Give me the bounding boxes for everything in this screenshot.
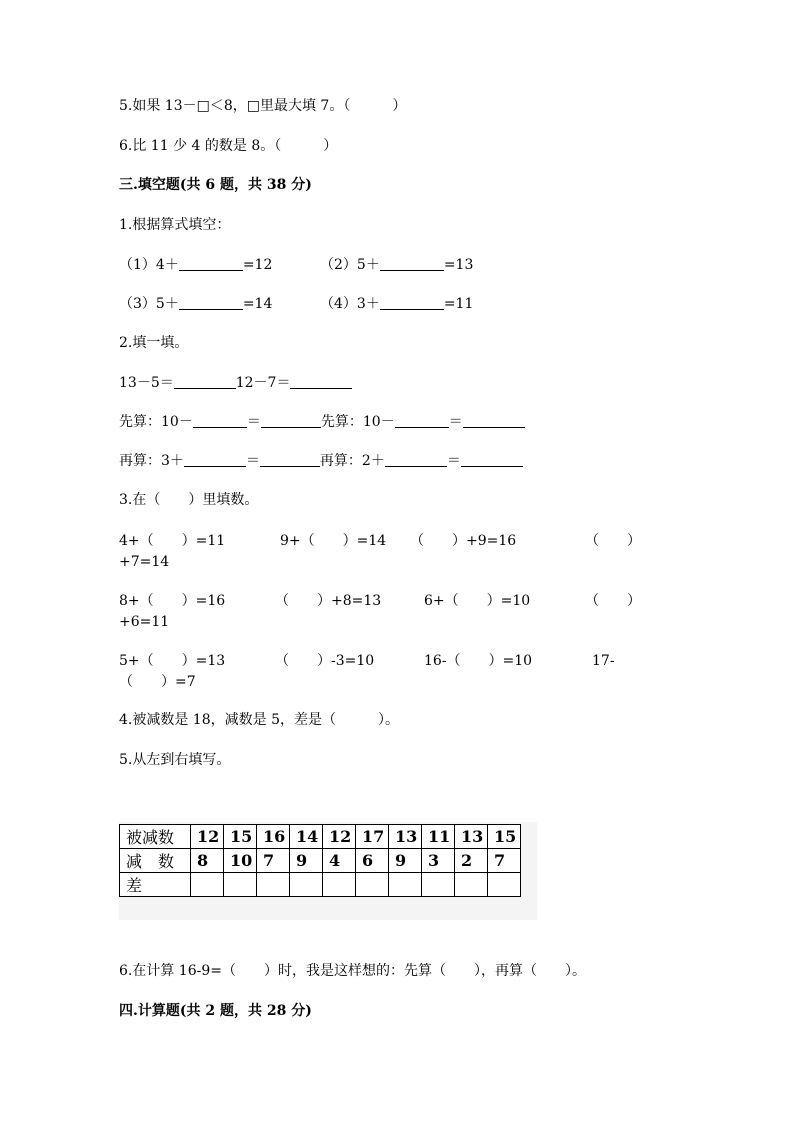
answer-blank[interactable] xyxy=(380,256,444,271)
fill-q1-title: 1.根据算式填空： xyxy=(119,217,231,233)
fill-q3-r3-c2: （ ）-3=10 xyxy=(275,653,375,669)
fill-q1-part-3-lhs: （3）5＋ xyxy=(119,296,179,312)
table-row-minuend xyxy=(120,825,521,849)
minuend-cell: 16 xyxy=(257,825,290,849)
answer-blank[interactable] xyxy=(261,413,321,428)
subtrahend-cell: 8 xyxy=(191,849,224,873)
fill-q1-part-1-rhs: =12 xyxy=(242,257,273,273)
fill-q3-title: 3.在（ ）里填数。 xyxy=(119,492,259,508)
fill-q3-r3-c4: 17- xyxy=(592,653,615,669)
fill-q3-r1-c3: （ ）+9=16 xyxy=(410,533,517,549)
difference-cell[interactable] xyxy=(455,873,488,897)
subtrahend-cell: 10 xyxy=(224,849,257,873)
row-label-subtrahend: 减 数 xyxy=(120,849,191,873)
first-step-label: 先算：10－ xyxy=(320,414,395,430)
minuend-cell: 12 xyxy=(323,825,356,849)
fill-q3-r2-c3: 6+（ ）=10 xyxy=(424,593,531,609)
fill-q3-r2-c4: （ ） xyxy=(585,593,641,609)
fill-q4: 4.被减数是 18，减数是 5，差是（ ）。 xyxy=(119,712,399,728)
minuend-cell: 14 xyxy=(290,825,323,849)
fill-q1-part-1 xyxy=(119,256,272,274)
minuend-cell: 13 xyxy=(389,825,422,849)
equals-sign: ＝ xyxy=(448,414,463,430)
minuend-cell: 15 xyxy=(224,825,257,849)
fill-q3-r1-wrap: +7=14 xyxy=(119,554,170,570)
fill-q1-part-1-lhs: （1）4＋ xyxy=(119,257,179,273)
fill-q3-r1-c4: （ ） xyxy=(585,533,641,549)
fill-q2-row-1 xyxy=(119,374,352,392)
difference-cell[interactable] xyxy=(257,873,290,897)
equals-sign: ＝ xyxy=(446,453,461,469)
difference-cell[interactable] xyxy=(323,873,356,897)
answer-blank[interactable] xyxy=(174,374,236,389)
fill-q1-part-3-rhs: =14 xyxy=(242,296,273,312)
minuend-cell: 11 xyxy=(422,825,455,849)
fill-q1-part-3 xyxy=(119,295,272,313)
answer-blank[interactable] xyxy=(179,256,243,271)
fill-q1-part-2-rhs: =13 xyxy=(443,257,474,273)
difference-cell[interactable] xyxy=(356,873,389,897)
fill-q1-part-4-rhs: =11 xyxy=(443,296,474,312)
subtrahend-cell: 9 xyxy=(389,849,422,873)
equals-sign: ＝ xyxy=(246,414,261,430)
difference-cell[interactable] xyxy=(290,873,323,897)
second-step-label: 再算：3＋ xyxy=(119,453,184,469)
difference-cell[interactable] xyxy=(389,873,422,897)
fill-q3-r3-c1: 5+（ ）=13 xyxy=(119,653,226,669)
fill-q1-part-2 xyxy=(320,256,473,274)
answer-blank[interactable] xyxy=(463,413,525,428)
difference-cell[interactable] xyxy=(191,873,224,897)
fill-q2-row-3 xyxy=(119,452,523,470)
row-label-minuend: 被减数 xyxy=(120,825,191,849)
answer-blank[interactable] xyxy=(395,413,449,428)
fill-q3-r3-wrap: （ ）=7 xyxy=(119,674,196,690)
equals-sign: ＝ xyxy=(245,453,260,469)
answer-blank[interactable] xyxy=(380,295,444,310)
minuend-cell: 12 xyxy=(191,825,224,849)
minuend-cell: 17 xyxy=(356,825,389,849)
section-4-heading: 四.计算题(共 2 题，共 28 分) xyxy=(119,1003,312,1019)
subtraction-table-panel xyxy=(119,822,537,920)
answer-blank[interactable] xyxy=(184,452,246,467)
subtrahend-cell: 3 xyxy=(422,849,455,873)
fill-q3-r3-c3: 16-（ ）=10 xyxy=(424,653,533,669)
fill-q2-expr-2: 12－7＝ xyxy=(235,375,291,391)
fill-q3-r1-c2: 9+（ ）=14 xyxy=(280,533,387,549)
fill-q3-r2-wrap: +6=11 xyxy=(119,614,170,630)
subtrahend-cell: 4 xyxy=(323,849,356,873)
answer-blank[interactable] xyxy=(461,452,523,467)
question-6-true-false: 6.比 11 少 4 的数是 8。（ ） xyxy=(119,138,338,154)
subtrahend-cell: 2 xyxy=(455,849,488,873)
fill-q2-title: 2.填一填。 xyxy=(119,335,189,351)
fill-q3-r1-c1: 4+（ ）=11 xyxy=(119,533,226,549)
section-3-heading: 三.填空题(共 6 题，共 38 分) xyxy=(119,177,312,193)
second-step-label: 再算：2＋ xyxy=(319,453,385,469)
difference-cell[interactable] xyxy=(224,873,257,897)
answer-blank[interactable] xyxy=(290,374,352,389)
fill-q2-row-2 xyxy=(119,413,525,431)
fill-q3-r2-c1: 8+（ ）=16 xyxy=(119,593,226,609)
subtrahend-cell: 6 xyxy=(356,849,389,873)
row-label-difference: 差 xyxy=(120,873,191,897)
table-row-subtrahend xyxy=(120,849,521,873)
difference-cell[interactable] xyxy=(488,873,521,897)
answer-blank[interactable] xyxy=(179,295,243,310)
difference-cell[interactable] xyxy=(422,873,455,897)
subtrahend-cell: 7 xyxy=(488,849,521,873)
first-step-label: 先算：10－ xyxy=(119,414,193,430)
fill-q1-part-4 xyxy=(320,295,473,313)
fill-q6: 6.在计算 16-9=（ ）时，我是这样想的：先算（ ），再算（ ）。 xyxy=(119,963,586,979)
answer-blank[interactable] xyxy=(385,452,447,467)
subtrahend-cell: 9 xyxy=(290,849,323,873)
fill-q3-r2-c2: （ ）+8=13 xyxy=(275,593,382,609)
table-row-difference xyxy=(120,873,521,897)
fill-q5-title: 5.从左到右填写。 xyxy=(119,752,231,768)
subtraction-table xyxy=(119,824,521,897)
minuend-cell: 13 xyxy=(455,825,488,849)
fill-q1-part-2-lhs: （2）5＋ xyxy=(320,257,380,273)
answer-blank[interactable] xyxy=(260,452,320,467)
fill-q2-expr-1: 13－5＝ xyxy=(119,375,174,391)
subtrahend-cell: 7 xyxy=(257,849,290,873)
question-5-true-false: 5.如果 13－□＜8，□里最大填 7。（ ） xyxy=(119,98,407,114)
fill-q1-part-4-lhs: （4）3＋ xyxy=(320,296,380,312)
answer-blank[interactable] xyxy=(193,413,247,428)
minuend-cell: 15 xyxy=(488,825,521,849)
